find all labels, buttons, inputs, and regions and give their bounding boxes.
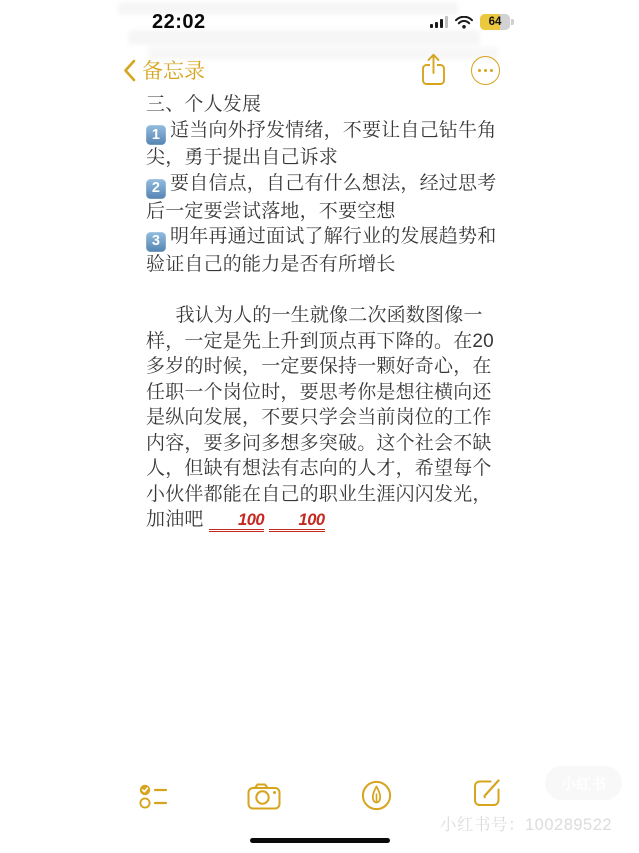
back-button[interactable] — [123, 55, 205, 85]
list-item-text: 适当向外抒发情绪，不要让自己钻牛角尖，勇于提出自己诉求 — [146, 119, 497, 169]
share-icon[interactable] — [419, 52, 448, 88]
cellular-signal-icon — [430, 16, 448, 28]
list-item-text: 要自信点，自己有什么想法，经过思考后一定要尝试落地，不要空想 — [146, 172, 497, 222]
clock: 22:02 — [152, 11, 206, 33]
hundred-points-emoji: 100 — [269, 512, 324, 532]
markup-icon[interactable] — [361, 780, 392, 811]
keycap-3-emoji: 3 — [146, 232, 166, 252]
xiaohongshu-watermark-badge: 小红书 — [545, 766, 622, 800]
keycap-2-emoji: 2 — [146, 179, 166, 199]
camera-icon[interactable] — [247, 782, 281, 810]
list-item — [146, 224, 500, 277]
battery-percent: 64 — [488, 16, 502, 28]
status-bar — [0, 0, 639, 44]
list-item — [146, 118, 500, 171]
xiaohongshu-account-id: 小红书号：100289522 — [440, 816, 613, 834]
battery-indicator — [480, 14, 510, 30]
chevron-left-icon — [123, 59, 136, 82]
note-content[interactable] — [146, 92, 500, 533]
hundred-points-emoji: 100 — [209, 512, 264, 532]
compose-icon[interactable] — [471, 776, 503, 809]
home-indicator[interactable] — [250, 838, 390, 843]
battery-nub — [511, 19, 514, 25]
section-title: 三、个人发展 — [146, 94, 262, 115]
wifi-icon — [455, 16, 473, 29]
nav-bar — [0, 50, 639, 94]
list-item — [146, 171, 500, 224]
checklist-icon[interactable] — [138, 783, 169, 810]
keycap-1-emoji: 1 — [146, 125, 166, 145]
more-options-button[interactable] — [471, 56, 500, 85]
back-button-label: 备忘录 — [142, 60, 205, 83]
list-item-text: 明年再通过面试了解行业的发展趋势和验证自己的能力是否有所增长 — [146, 226, 497, 275]
note-paragraph: 我认为人的一生就像二次函数图像一样，一定是先上升到顶点再下降的。在20多岁的时候，一定要保持一颗好奇心，在任职一个岗位时，要思考你是想往横向还是纵向发展，不要只学会当前岗位的工作内容，要多问多想多突破。这个社会不缺人，但缺有想法有志向的人才，希望每个小伙伴都能在自己的职业生涯闪闪发光，加油吧 100 100 — [146, 305, 494, 531]
